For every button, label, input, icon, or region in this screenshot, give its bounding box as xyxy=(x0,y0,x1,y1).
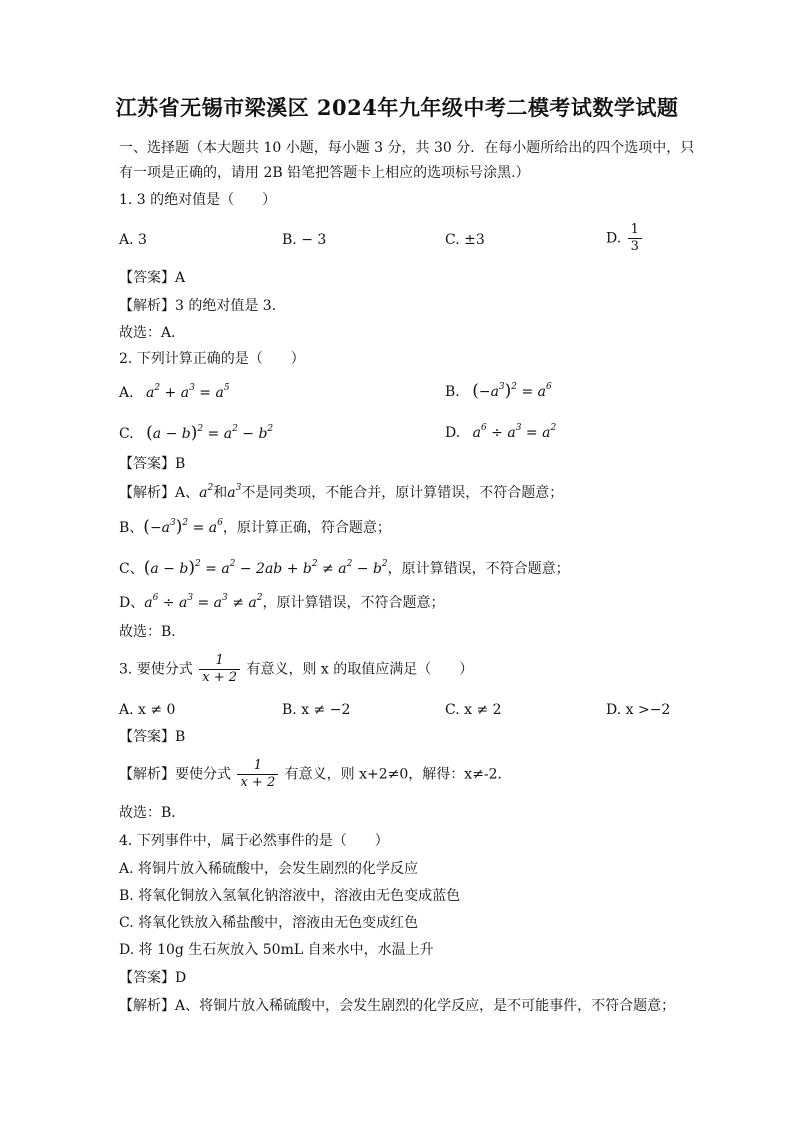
q1-analysis: 【解析】3 的绝对值是 3． xyxy=(119,298,286,314)
page-title: 江苏省无锡市梁溪区 2024年九年级中考二模考试数学试题 xyxy=(115,95,679,120)
q4-stem: 4. 下列事件中，属于必然事件的是（ ） xyxy=(119,833,389,849)
q4-option-d: D. 将 10g 生石灰放入 50mL 自来水中，水温上升 xyxy=(119,942,434,958)
q1-option-b: B. − 3 xyxy=(282,232,327,248)
q3-option-d: D. x >−2 xyxy=(606,702,671,718)
q2-conclusion: 故选：B． xyxy=(119,624,186,640)
q1-option-c: C. ±3 xyxy=(445,232,485,248)
q3-option-a: A. x ≠ 0 xyxy=(119,702,176,718)
q4-option-b: B. 将氧化铜放入氢氧化钠溶液中，溶液由无色变成蓝色 xyxy=(119,888,461,904)
q3-conclusion: 故选：B． xyxy=(119,805,186,821)
q4-option-c: C. 将氧化铁放入稀盐酸中，溶液由无色变成红色 xyxy=(119,915,419,931)
q2-answer: 【答案】B xyxy=(119,456,186,472)
q1-conclusion: 故选：A． xyxy=(119,325,186,341)
q1-d-denominator: 3 xyxy=(628,238,642,255)
q4-option-a: A. 将铜片放入稀硫酸中，会发生剧烈的化学反应 xyxy=(119,861,419,877)
q1-answer: 【答案】A xyxy=(119,270,186,286)
q1-d-numerator: 1 xyxy=(630,222,639,237)
section-instructions-line-1: 一、选择题（本大题共 10 小题，每小题 3 分，共 30 分．在每小题所给出的四个选项中，只 xyxy=(119,140,695,156)
q2-stem: 2. 下列计算正确的是（ ） xyxy=(119,351,305,367)
q1-option-d-fraction xyxy=(628,222,642,255)
q2-option-b: B. $(-a^3)^2 = a^6$ xyxy=(445,381,552,401)
q3-stem-fraction: $\frac{1}{x + 2}$ xyxy=(199,653,240,686)
q3-analysis-fraction: $\frac{1}{x + 2}$ xyxy=(237,758,278,791)
q2-option-d: D. $a^6 \div a^3 = a^2$ xyxy=(445,423,557,441)
q3-stem: 3. 要使分式 $\frac{1}{x + 2}$ 有意义，则 x 的取值应满足（ ） xyxy=(119,653,474,685)
q1-option-d xyxy=(606,222,644,255)
q2-analysis-c: C、$(a - b)^2 = a^2 - 2ab + b^2 \ne a^2 - b^2$，原计算错误，不符合题意； xyxy=(119,558,570,578)
q3-analysis: 【解析】要使分式 $\frac{1}{x + 2}$ 有意义，则 x+2≠0，解得：x≠-2． xyxy=(119,758,512,790)
q2-option-c: C. $(a - b)^2 = a^2 - b^2$ xyxy=(119,423,274,443)
q2-analysis-d: D、$a^6 \div a^3 = a^3 \ne a^2$，原计算错误，不符合题意； xyxy=(119,593,445,611)
q1-option-d-label: D. xyxy=(606,230,622,247)
q2-option-a: A. $a^2 + a^3 = a^5$ xyxy=(119,383,230,401)
section-instructions-line-2: 有一项是正确的，请用 2B 铅笔把答题卡上相应的选项标号涂黑.） xyxy=(119,165,530,181)
q2-analysis-b: B、$(-a^3)^2 = a^6$，原计算正确，符合题意； xyxy=(119,517,391,537)
q2-analysis-a: 【解析】A、$a^2$和$a^3$不是同类项，不能合并，原计算错误，不符合题意； xyxy=(119,483,564,501)
q3-option-b: B. x ≠ −2 xyxy=(282,702,351,718)
q3-answer: 【答案】B xyxy=(119,729,186,745)
q1-stem: 1. 3 的绝对值是（ ） xyxy=(119,192,277,208)
q4-analysis: 【解析】A、将铜片放入稀硫酸中，会发生剧烈的化学反应，是不可能事件，不符合题意； xyxy=(119,998,676,1014)
q3-option-c: C. x ≠ 2 xyxy=(445,702,502,718)
q4-answer: 【答案】D xyxy=(119,970,187,986)
q1-option-a: A. 3 xyxy=(119,232,147,248)
